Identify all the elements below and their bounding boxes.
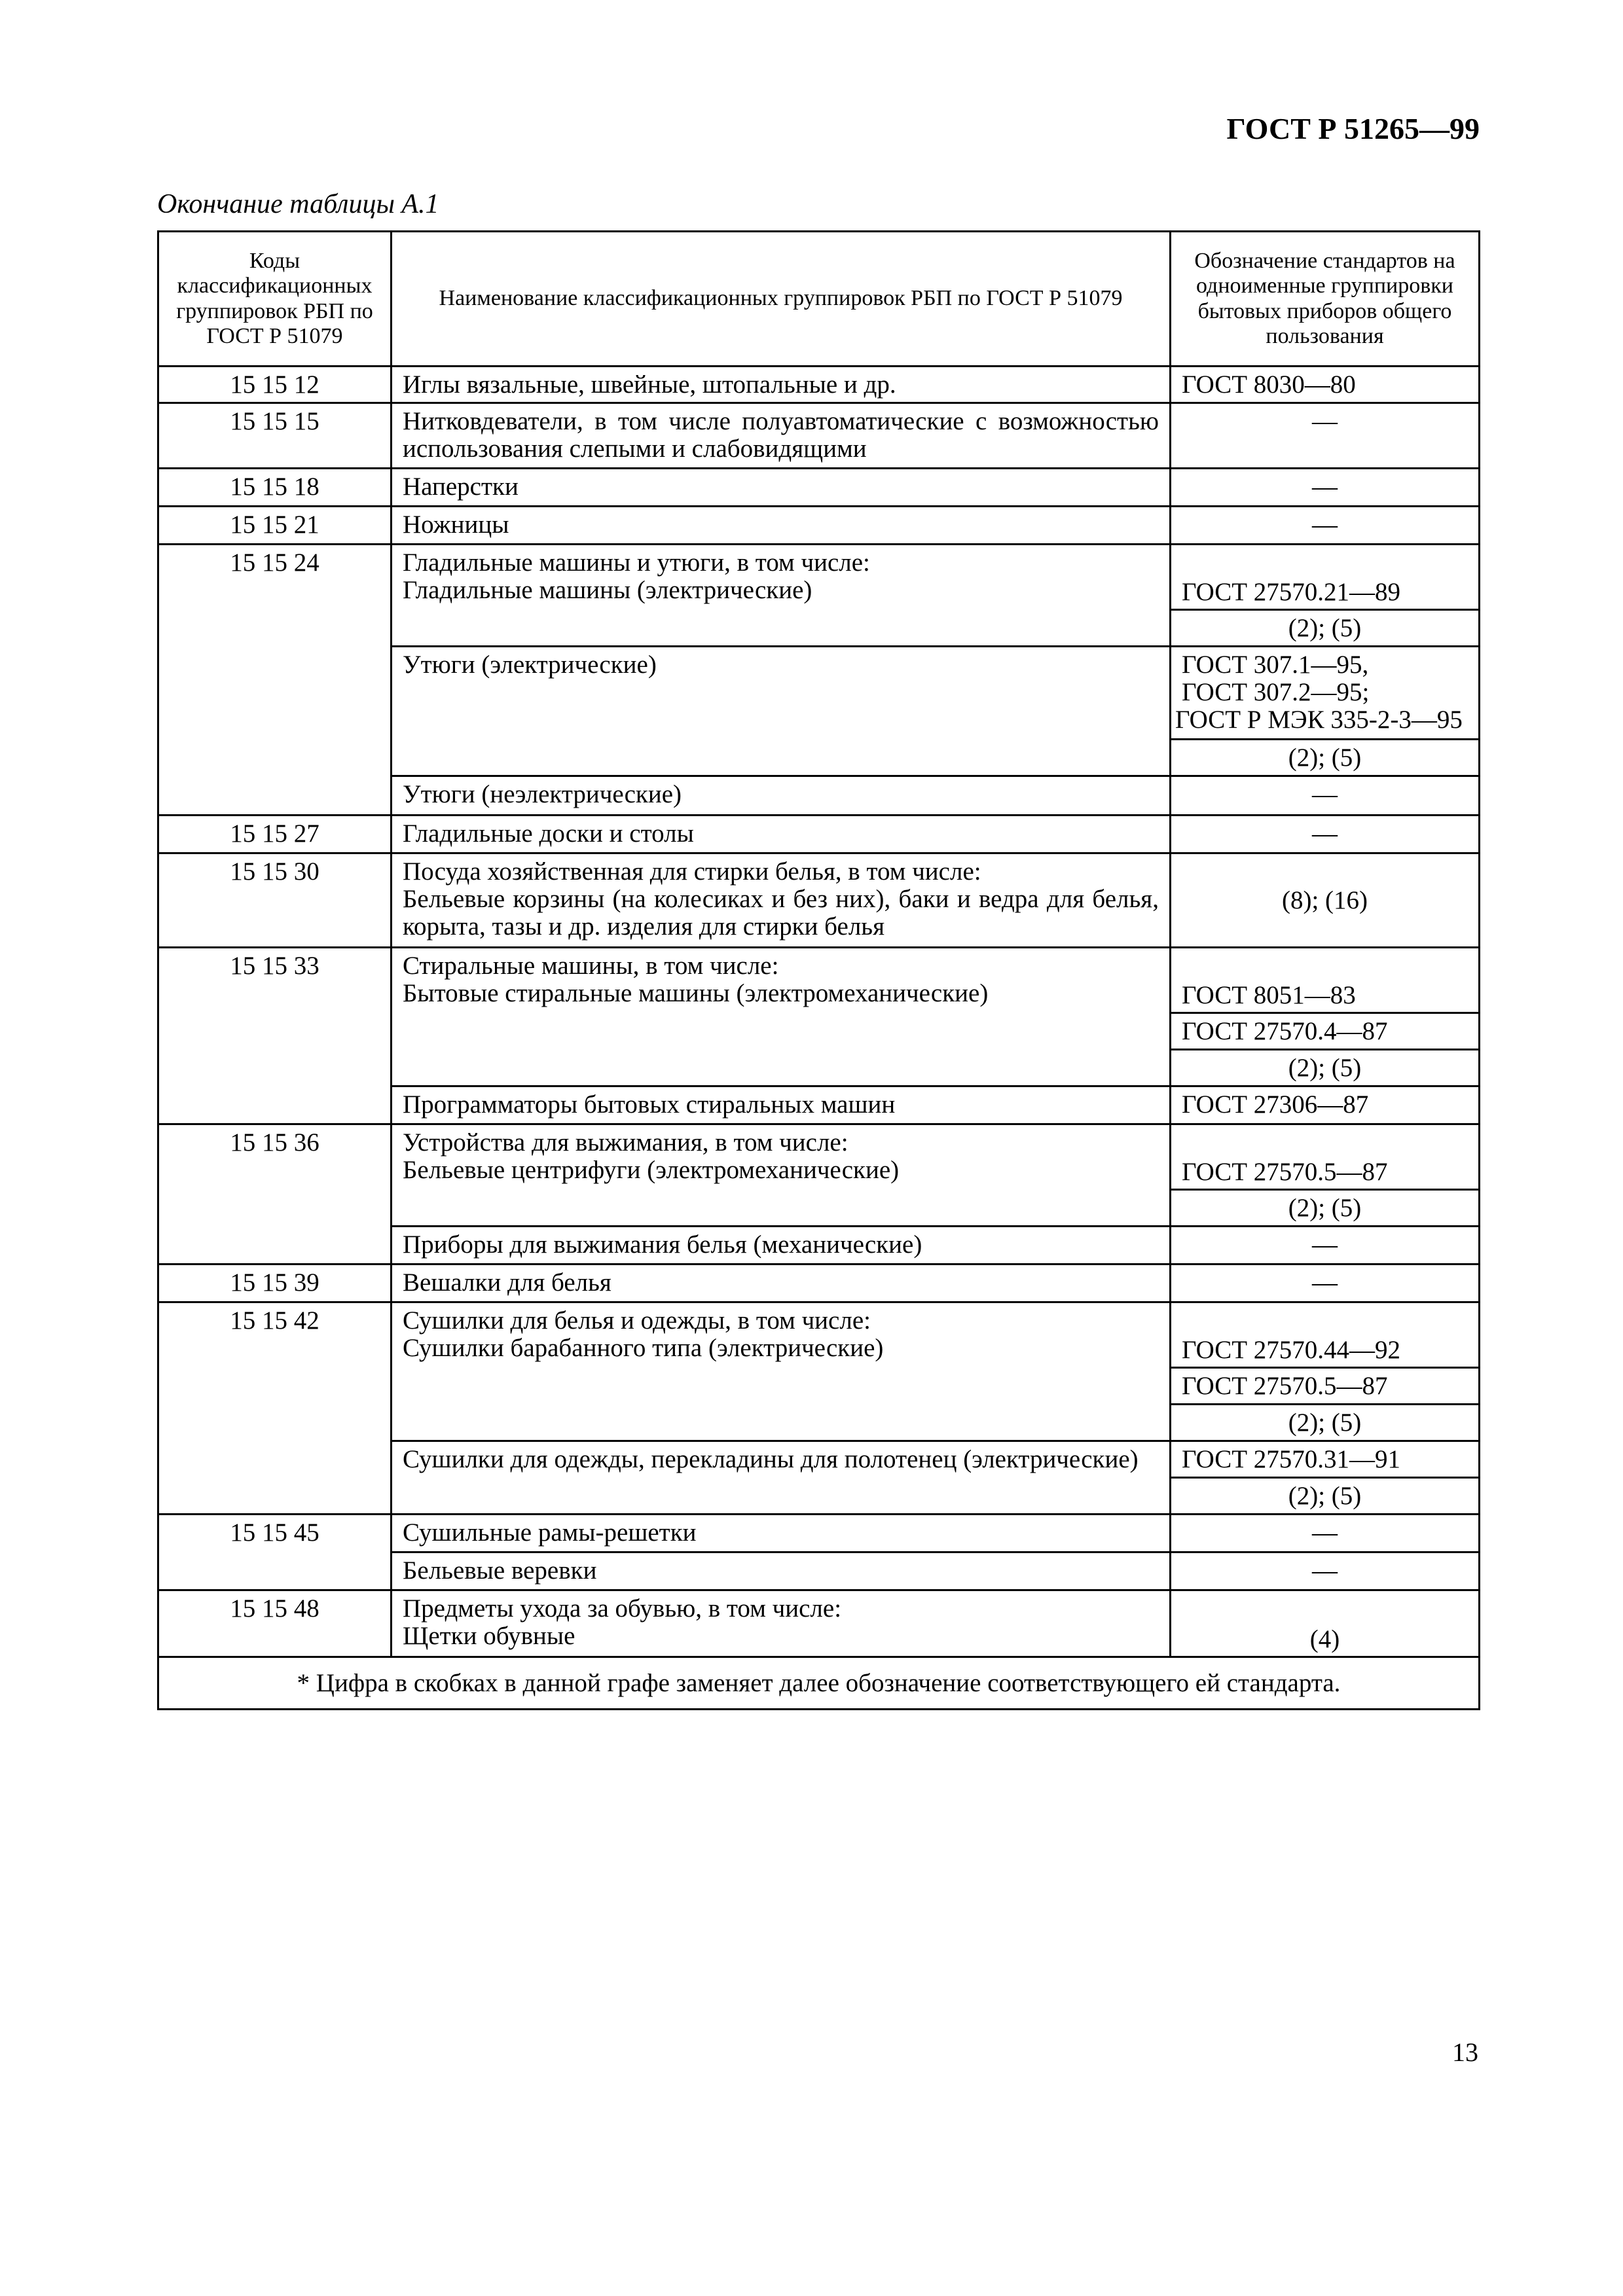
row-standard: — — [1171, 403, 1480, 469]
row-standard: — — [1171, 1552, 1480, 1590]
row-code: 15 15 24 — [158, 545, 392, 816]
row-standard: (2); (5) — [1171, 1050, 1480, 1086]
row-name — [392, 1590, 1171, 1657]
group-intro: Предметы ухода за обувью, в том числе: — [403, 1594, 842, 1623]
row-standard: (2); (5) — [1171, 1478, 1480, 1515]
row-name: Гладильные доски и столы — [392, 816, 1171, 853]
table-header-row — [158, 232, 1480, 367]
row-code: 15 15 27 — [158, 816, 392, 853]
row-standard: (2); (5) — [1171, 1405, 1480, 1441]
table-row — [158, 816, 1480, 853]
row-standard: (4) — [1171, 1590, 1480, 1657]
row-name: Наперстки — [392, 469, 1171, 507]
page-number: 13 — [1452, 2037, 1478, 2067]
row-standard: — — [1171, 507, 1480, 545]
row-name: Нитковдеватели, в том числе полуавтоматические с возможностью использования слепыми и слабовидящими — [392, 403, 1171, 469]
row-name: Бельевые веревки — [392, 1552, 1171, 1590]
row-code: 15 15 45 — [158, 1515, 392, 1590]
group-intro: Сушилки для белья и одежды, в том числе: — [403, 1306, 871, 1335]
header-name: Наименование классификационных группировок РБП по ГОСТ Р 51079 — [392, 232, 1171, 367]
row-name: Сушильные рамы-решетки — [392, 1515, 1171, 1552]
table-row — [158, 853, 1480, 948]
row-standard: — — [1171, 776, 1480, 816]
table-row — [158, 1590, 1480, 1657]
row-standard: — — [1171, 469, 1480, 507]
subgroup-name: Гладильные машины (электрические) — [403, 576, 812, 605]
row-standard: — — [1171, 1515, 1480, 1552]
row-code: 15 15 12 — [158, 367, 392, 403]
row-standard: ГОСТ 27570.5—87 — [1171, 1124, 1480, 1190]
group-intro: Посуда хозяйственная для стирки белья, в том числе: — [403, 857, 981, 886]
row-standard: (2); (5) — [1171, 1190, 1480, 1227]
row-standard: ГОСТ 27570.21—89 — [1171, 545, 1480, 610]
row-code: 15 15 30 — [158, 853, 392, 948]
table-row — [158, 1515, 1480, 1552]
table-footnote: * Цифра в скобках в данной графе заменяет далее обозначение соответствующего ей стандарта. — [158, 1657, 1480, 1710]
row-name: Утюги (электрические) — [392, 647, 1171, 776]
row-standard: ГОСТ 27306—87 — [1171, 1086, 1480, 1124]
row-name: Программаторы бытовых стиральных машин — [392, 1086, 1171, 1124]
row-standard: — — [1171, 1265, 1480, 1302]
subgroup-name: Бытовые стиральные машины (электромеханические) — [403, 979, 989, 1008]
row-standard: — — [1171, 1227, 1480, 1265]
row-code: 15 15 33 — [158, 948, 392, 1124]
standards-table — [157, 230, 1480, 1710]
row-name: Иглы вязальные, швейные, штопальные и др. — [392, 367, 1171, 403]
row-code: 15 15 48 — [158, 1590, 392, 1657]
row-standard — [1171, 647, 1480, 740]
row-code: 15 15 36 — [158, 1124, 392, 1265]
subgroup-name: Бельевые корзины (на колесиках и без них), баки и ведра для белья, корыта, тазы и др. изделия для стирки белья — [403, 885, 1159, 941]
table-row — [158, 507, 1480, 545]
standard-line: ГОСТ 307.1—95, — [1182, 651, 1369, 679]
table-row — [158, 469, 1480, 507]
table-caption: Окончание таблицы А.1 — [157, 189, 439, 219]
row-standard: (2); (5) — [1171, 610, 1480, 647]
row-name: Утюги (неэлектрические) — [392, 776, 1171, 816]
row-standard: ГОСТ 8051—83 — [1171, 948, 1480, 1013]
table-row — [158, 1302, 1480, 1368]
row-name: Приборы для выжимания белья (механические) — [392, 1227, 1171, 1265]
table-row — [158, 367, 1480, 403]
subgroup-name: Бельевые центрифуги (электромеханические) — [403, 1156, 900, 1185]
row-code: 15 15 39 — [158, 1265, 392, 1302]
subgroup-name: Сушилки барабанного типа (электрические) — [403, 1334, 884, 1363]
row-name: Сушилки для одежды, перекладины для полотенец (электрические) — [392, 1441, 1171, 1515]
table-row — [158, 545, 1480, 610]
row-name — [392, 1124, 1171, 1227]
table-row — [158, 1124, 1480, 1190]
row-standard: ГОСТ 27570.5—87 — [1171, 1368, 1480, 1405]
row-name: Ножницы — [392, 507, 1171, 545]
table-row — [158, 948, 1480, 1013]
row-code: 15 15 21 — [158, 507, 392, 545]
row-name — [392, 545, 1171, 647]
row-standard: ГОСТ 8030—80 — [1171, 367, 1480, 403]
row-standard: ГОСТ 27570.44—92 — [1171, 1302, 1480, 1368]
row-name — [392, 1302, 1171, 1441]
row-name — [392, 948, 1171, 1086]
group-intro: Устройства для выжимания, в том числе: — [403, 1128, 848, 1157]
row-standard: (2); (5) — [1171, 740, 1480, 776]
group-intro: Стиральные машины, в том числе: — [403, 952, 779, 980]
row-code: 15 15 15 — [158, 403, 392, 469]
table-footnote-row — [158, 1657, 1480, 1710]
row-code: 15 15 42 — [158, 1302, 392, 1515]
row-standard: — — [1171, 816, 1480, 853]
row-code: 15 15 18 — [158, 469, 392, 507]
header-code: Коды классификационных группировок РБП по ГОСТ Р 51079 — [158, 232, 392, 367]
standard-line: ГОСТ 307.2—95; — [1182, 678, 1370, 707]
row-name — [392, 853, 1171, 948]
table-row — [158, 1265, 1480, 1302]
standard-line: ГОСТ Р МЭК 335-2-3—95 — [1175, 706, 1463, 734]
header-standard: Обозначение стандартов на одноименные группировки бытовых приборов общего пользования — [1171, 232, 1480, 367]
row-name: Вешалки для белья — [392, 1265, 1171, 1302]
group-intro: Гладильные машины и утюги, в том числе: — [403, 548, 870, 577]
subgroup-name: Щетки обувные — [403, 1622, 575, 1651]
row-standard: ГОСТ 27570.31—91 — [1171, 1441, 1480, 1478]
row-standard: (8); (16) — [1171, 853, 1480, 948]
row-standard: ГОСТ 27570.4—87 — [1171, 1013, 1480, 1050]
document-number: ГОСТ Р 51265—99 — [1226, 112, 1480, 145]
table-row — [158, 403, 1480, 469]
